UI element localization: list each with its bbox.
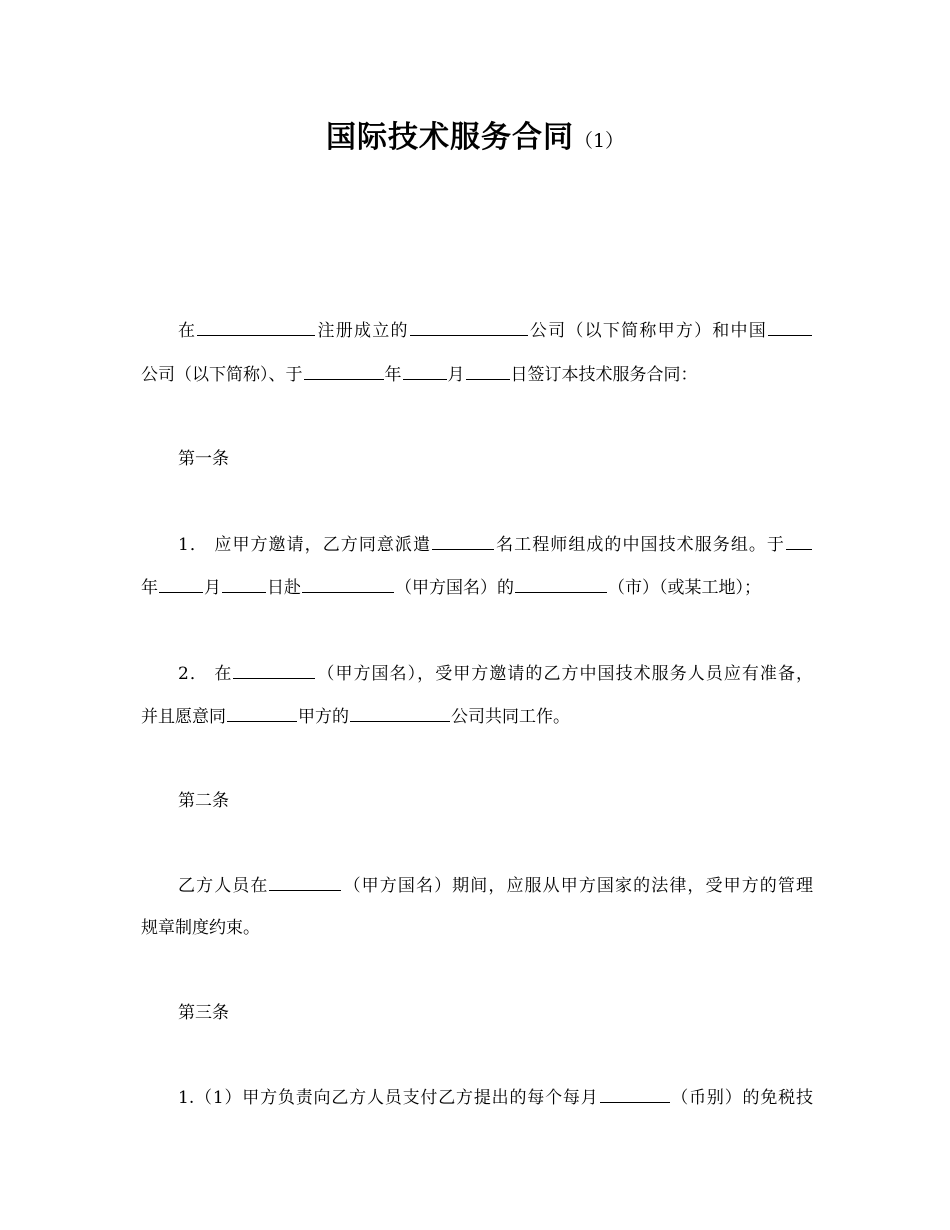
text: 年 (384, 365, 402, 385)
article-1-item-2-line-1 (178, 661, 813, 686)
preamble-line-2 (141, 362, 813, 387)
blank-field (304, 362, 384, 380)
text: 公司（以下简称甲方）和中国 (528, 321, 768, 341)
text: 月 (447, 365, 465, 385)
blank-field (222, 575, 266, 593)
text: 1． 应甲方邀请，乙方同意派遣 (178, 535, 432, 555)
title-main: 国际技术服务合同 (325, 120, 574, 155)
text: 并且愿意同 (141, 707, 226, 727)
text: 甲方的 (298, 707, 349, 727)
text: 乙方人员在 (178, 876, 269, 896)
article-2-line-1 (178, 873, 813, 898)
blank-field (600, 1085, 670, 1103)
text: 在 (178, 321, 197, 341)
text: 1.（1）甲方负责向乙方人员支付乙方提出的每个每月 (178, 1088, 599, 1108)
article-1-item-2-line-2 (141, 704, 813, 729)
article-1-item-1-line-1 (178, 532, 813, 557)
text: 月 (204, 578, 221, 598)
article-3-line-1 (178, 1085, 813, 1110)
text: 日赴 (267, 578, 301, 598)
blank-field (227, 704, 297, 722)
blank-field (159, 575, 203, 593)
blank-field (515, 575, 607, 593)
blank-field (786, 532, 812, 550)
text: 公司（以下简称）、于 (141, 365, 303, 385)
blank-field (432, 532, 494, 550)
article-1-heading: 第一条 (178, 449, 229, 469)
document-title (0, 112, 950, 156)
text: （市）（或某工地）； (608, 578, 761, 598)
text: 2． 在 (178, 664, 233, 684)
text: 注册成立的 (316, 321, 409, 341)
text: 年 (141, 578, 158, 598)
text: 规章制度约束。 (141, 918, 260, 938)
text: （甲方国名），受甲方邀请的乙方中国技术服务人员应有准备， (316, 664, 813, 684)
text: （币别）的免税技 (670, 1088, 813, 1108)
title-suffix: （1） (573, 130, 625, 152)
article-1-item-1-line-2 (141, 575, 813, 600)
text: 公司共同工作。 (451, 707, 570, 727)
blank-field (410, 318, 528, 336)
blank-field (269, 873, 341, 891)
blank-field (768, 318, 812, 336)
blank-field (302, 575, 394, 593)
text: 日签订本技术服务合同： (510, 365, 698, 385)
text: （甲方国名）的 (395, 578, 514, 598)
article-3-heading: 第三条 (178, 1003, 229, 1023)
preamble-line-1 (178, 318, 813, 343)
text: 名工程师组成的中国技术服务组。于 (495, 535, 785, 555)
text: （甲方国名）期间，应服从甲方国家的法律，受甲方的管理 (342, 876, 813, 896)
blank-field (403, 362, 447, 380)
blank-field (466, 362, 510, 380)
article-2-heading: 第二条 (178, 791, 229, 811)
blank-field (233, 661, 315, 679)
article-2-line-2 (141, 916, 813, 940)
blank-field (350, 704, 450, 722)
blank-field (197, 318, 315, 336)
